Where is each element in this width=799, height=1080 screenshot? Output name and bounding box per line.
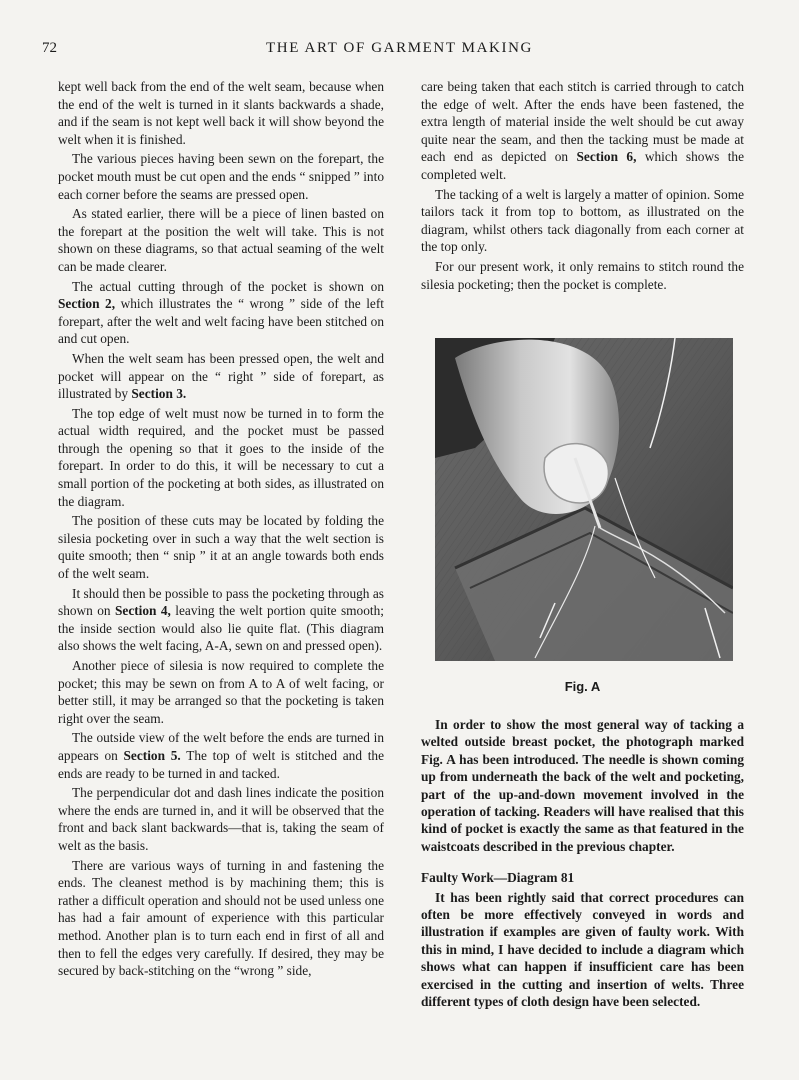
paragraph: The actual cutting through of the pocket is shown on Section 2, which illustrates the “ wrong ” side of the left forepart, after the welt and welt facing have been stitched on and cut open. xyxy=(58,278,384,347)
left-column xyxy=(58,78,384,982)
figure-caption: Fig. A xyxy=(564,679,601,694)
paragraph: The tacking of a welt is largely a matter of opinion. Some tailors tack it from top to bottom, as illustrated on the diagram, whilst others tack diagonally from each corner at the top only. xyxy=(421,186,744,255)
right-column xyxy=(421,78,744,295)
section-ref: Section 5. xyxy=(123,747,181,763)
tacking-photo-illustration xyxy=(435,338,733,661)
paragraph: When the welt seam has been pressed open, the welt and pocket will appear on the “ right ” side of forepart, as illustrated by Section 3. xyxy=(58,350,384,402)
section-ref: Section 2, xyxy=(58,296,116,312)
paragraph: care being taken that each stitch is carried through to catch the edge of welt. After the ends have been fastened, the extra length of material inside the welt should be cut away quite near the seam, and then the tacking must be made at each end as depicted on Section 6, which shows the completed welt. xyxy=(421,79,745,182)
paragraph: The position of these cuts may be located by folding the silesia pocketing over in such a way that the welt section is quite smooth; then “ snip ” it at an angle towards both ends of the welt seam. xyxy=(58,513,384,582)
section-ref: Section 3. xyxy=(131,386,187,402)
paragraph: As stated earlier, there will be a piece of linen basted on the forepart at the position the welt will take. This is not shown on these diagrams, so that actual seaming of the welt can be made clearer. xyxy=(58,206,384,274)
page-number: 72 xyxy=(42,40,57,56)
bold-text-block xyxy=(421,716,744,1011)
paragraph: It should then be possible to pass the pocketing through as shown on Section 4, leaving the welt portion quite smooth; the inside section would also lie quite flat. (This diagram also shows the welt facing, A-A, sewn on and pressed open). xyxy=(58,585,384,654)
paragraph: There are various ways of turning in and fastening the ends. The cleanest method is by machining them; this is rather a difficult operation and should not be used unless one has had a fair amount of experience with this particular method. Another plan is to turn each end in first of all and then to fell the edges very carefully. If desired, they may be secured by back-stitching on the “wrong ” side, xyxy=(58,857,384,979)
section-ref: Section 6, xyxy=(576,149,637,165)
section-ref: Section 4, xyxy=(114,603,171,619)
paragraph: It has been rightly said that correct procedures can often be more effectively conveyed in words and illustration if examples are given of faulty work. With this in mind, I have decided to include a diagram which shows what can happen if insufficient care has been exercised in the cutting and insertion of welts. Three different types of cloth design have been selected. xyxy=(421,889,744,1010)
running-head: THE ART OF GARMENT MAKING xyxy=(266,40,533,56)
fig-a-photograph xyxy=(435,338,733,661)
paragraph: In order to show the most general way of tacking a welted outside breast pocket, the photograph marked Fig. A has been introduced. The needle is shown coming up from underneath the back of the welt and pocketing, part of the up-and-down movement involved in the operation of tacking. Readers will have realised that this kind of pocket is exactly the same as that featured in the waistcoats described in the previous chapter. xyxy=(421,717,744,854)
paragraph: The top edge of welt must now be turned in to form the actual width required, and the pocket must be passed through the opening so that it goes to the inside of the forepart. In order to do this, it will be necessary to cut a small portion of the pocketing at both sides, as illustrated on the diagram. xyxy=(58,405,384,509)
paragraph: kept well back from the end of the welt seam, because when the end of the welt is turned in it slants backwards a shade, and if the seam is not kept well back it will show beyond the welt when it is finished. xyxy=(58,79,384,147)
paragraph: The outside view of the welt before the ends are turned in appears on Section 5. The top of welt is stitched and the ends are ready to be turned in and tacked. xyxy=(58,730,385,781)
paragraph: The various pieces having been sewn on the forepart, the pocket mouth must be cut open and the ends “ snipped ” into each corner before the seams are pressed open. xyxy=(58,151,384,202)
paragraph: Another piece of silesia is now required to complete the pocket; this may be sewn on from A to A of welt facing, or better still, it may be arranged so that the pocketing is taken right over the seam. xyxy=(58,658,384,726)
paragraph: For our present work, it only remains to stitch round the silesia pocketing; then the pocket is complete. xyxy=(421,258,744,292)
paragraph: The perpendicular dot and dash lines indicate the position where the ends are turned in, and it will be observed that the front and back slant backwards—that is, taking the seam of welt as the basis. xyxy=(58,785,384,853)
section-heading: Faulty Work—Diagram 81 xyxy=(421,870,575,886)
